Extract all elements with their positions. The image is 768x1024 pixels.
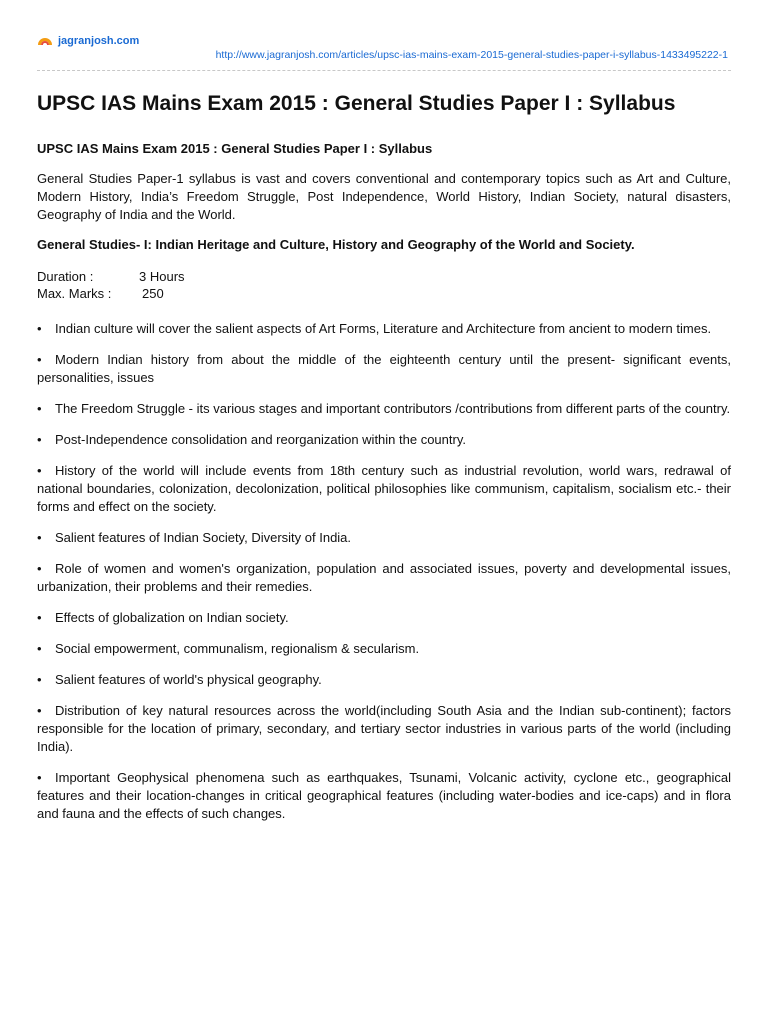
list-item <box>37 671 731 689</box>
header-divider <box>37 70 731 71</box>
bullet-icon: • <box>37 352 42 367</box>
brand-name[interactable]: jagranjosh.com <box>58 35 140 47</box>
list-item-text: Salient features of world's physical geography. <box>55 672 322 687</box>
page-header <box>37 33 731 61</box>
list-item <box>37 640 731 658</box>
bullet-icon: • <box>37 641 42 656</box>
bullet-icon: • <box>37 432 42 447</box>
bullet-icon: • <box>37 703 42 718</box>
list-item-text: Modern Indian history from about the middle of the eighteenth century until the present- significant events, personalities, issues <box>37 352 731 385</box>
exam-meta <box>37 268 731 302</box>
bullet-icon: • <box>37 770 42 785</box>
duration-label: Duration : <box>37 269 94 284</box>
list-item-text: History of the world will include events from 18th century such as industrial revolution, world wars, redrawal of national boundaries, colonization, decolonization, political philosophies like communism, capitalism, socialism etc.- their forms and effect on the society. <box>37 463 731 514</box>
list-item-text: Social empowerment, communalism, regionalism & secularism. <box>55 641 420 656</box>
list-item <box>37 769 731 823</box>
duration-row <box>37 268 731 285</box>
list-item <box>37 462 731 516</box>
duration-value: 3 Hours <box>139 269 185 284</box>
intro-paragraph: General Studies Paper-1 syllabus is vast and covers conventional and contemporary topics such as Art and Culture, Modern History, India’s Freedom Struggle, Post Independence, World History, Indian Society, natural disasters, Geography of India and the World. <box>37 171 731 222</box>
article-body <box>37 90 731 836</box>
bullet-icon: • <box>37 610 42 625</box>
list-item-text: Effects of globalization on Indian society. <box>55 610 289 625</box>
marks-row <box>37 285 731 302</box>
list-item-text: Important Geophysical phenomena such as earthquakes, Tsunami, Volcanic activity, cyclone etc., geographical features and their location-changes in critical geographical features (including water-bodies and ice-caps) and in flora and fauna and the effects of such changes. <box>37 770 731 821</box>
section-heading: General Studies- I: Indian Heritage and Culture, History and Geography of the World and Society. <box>37 237 635 252</box>
article-subtitle: UPSC IAS Mains Exam 2015 : General Studies Paper I : Syllabus <box>37 141 433 156</box>
marks-value: 250 <box>142 286 164 301</box>
article-url-link[interactable]: http://www.jagranjosh.com/articles/upsc-ias-mains-exam-2015-general-studies-paper-i-syllabus-1433495222-1 <box>215 49 728 61</box>
list-item <box>37 431 731 449</box>
jagranjosh-logo-icon <box>37 36 53 46</box>
list-item <box>37 400 731 418</box>
page-title: UPSC IAS Mains Exam 2015 : General Studies Paper I : Syllabus <box>37 92 676 115</box>
marks-label: Max. Marks : <box>37 286 112 301</box>
bullet-icon: • <box>37 401 42 416</box>
bullet-icon: • <box>37 463 42 478</box>
bullet-icon: • <box>37 561 42 576</box>
list-item-text: Salient features of Indian Society, Diversity of India. <box>55 530 352 545</box>
list-item-text: Role of women and women's organization, population and associated issues, poverty and developmental issues, urbanization, their problems and their remedies. <box>37 561 731 594</box>
list-item-text: Indian culture will cover the salient aspects of Art Forms, Literature and Architecture from ancient to modern times. <box>55 321 712 336</box>
list-item <box>37 320 731 338</box>
list-item <box>37 529 731 547</box>
bullet-icon: • <box>37 321 42 336</box>
list-item-text: The Freedom Struggle - its various stages and important contributors /contributions from different parts of the country. <box>55 401 731 416</box>
list-item <box>37 702 731 756</box>
list-item-text: Post-Independence consolidation and reorganization within the country. <box>55 432 466 447</box>
list-item-text: Distribution of key natural resources across the world(including South Asia and the Indian sub-continent); factors responsible for the location of primary, secondary, and tertiary sector industries in various parts of the world (including India). <box>37 703 731 754</box>
syllabus-list <box>37 320 731 823</box>
list-item <box>37 609 731 627</box>
bullet-icon: • <box>37 672 42 687</box>
brand[interactable] <box>37 33 731 49</box>
list-item <box>37 351 731 387</box>
bullet-icon: • <box>37 530 42 545</box>
list-item <box>37 560 731 596</box>
